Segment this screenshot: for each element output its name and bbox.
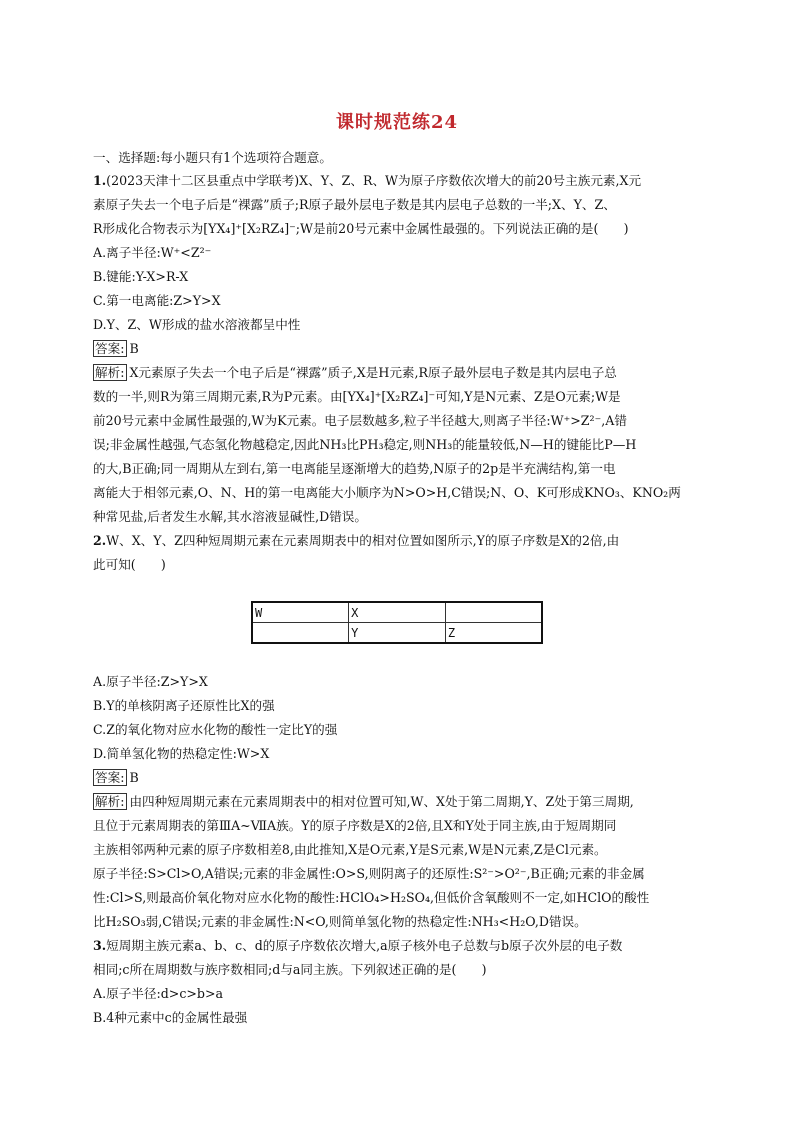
q2-stem-line-2: 此可知( ): [93, 557, 166, 572]
q1-number: 1.: [93, 173, 107, 188]
q1-analysis-text-1: X元素原子失去一个电子后是“裸露”质子,X是H元素,R原子最外层电子数是其内层电子总: [129, 365, 617, 380]
answer-label: 答案:: [93, 769, 127, 786]
q1-stem-line-3: R形成化合物表示为[YX₄]⁺[X₂RZ₄]⁻;W是前20号元素中金属性最强的。下列说法正确的是( ): [93, 221, 629, 236]
periodic-table-excerpt: [251, 601, 543, 644]
q1-analysis-line-7: 种常见盐,后者发生水解,其水溶液显碱性,D错误。: [93, 509, 367, 524]
q3-stem-line-2: 相同;c所在周期数与族序数相同;d与a同主族。下列叙述正确的是( ): [93, 962, 487, 977]
q3-option-a: A.原子半径:d>c>b>a: [93, 986, 224, 1001]
answer-label: 答案:: [93, 340, 127, 357]
q2-analysis-line-3: 主族相邻两种元素的原子序数相差8,由此推知,X是O元素,Y是S元素,W是N元素,Z是Cl元素。: [93, 842, 607, 857]
q1-analysis-line-1: [93, 364, 713, 381]
q2-analysis-line-6: 比H₂SO₃弱,C错误;元素的非金属性:N<O,则简单氢化物的热稳定性:NH₃<H₂O,D错误。: [93, 914, 587, 929]
q1-analysis-line-6: 离能大于相邻元素,O、N、H的第一电离能大小顺序为N>O>H,C错误;N、O、K可形成KNO₃、KNO₂两: [93, 485, 681, 500]
q2-number: 2.: [93, 533, 107, 548]
q2-answer: [93, 769, 713, 786]
q2-analysis-line-5: 性:Cl>S,则最高价氧化物对应水化物的酸性:HClO₄>H₂SO₄,但低价含氧酸则不一定,如HClO的酸性: [93, 890, 650, 905]
table-row: [252, 602, 542, 623]
analysis-label: 解析:: [93, 793, 127, 810]
q1-answer: [93, 340, 713, 357]
q3-stem-line-1: [93, 937, 713, 954]
q1-option-b: B.键能:Y-X>R-X: [93, 269, 189, 284]
q1-option-a: A.离子半径:W⁺<Z²⁻: [93, 245, 212, 260]
q1-analysis-line-2: 数的一半,则R为第三周期元素,R为P元素。由[YX₄]⁺[X₂RZ₄]⁻可知,Y是N元素、Z是O元素;W是: [93, 389, 621, 404]
table-cell: Z: [445, 623, 542, 644]
q1-analysis-line-5: 的大,B正确;同一周期从左到右,第一电离能呈逐渐增大的趋势,N原子的2p是半充满结构,第一电: [93, 461, 616, 476]
q1-option-d: D.Y、Z、W形成的盐水溶液都呈中性: [93, 317, 301, 332]
q1-stem-line-1: [93, 172, 713, 189]
section-heading: 一、选择题:每小题只有1个选项符合题意。: [93, 150, 332, 165]
q1-analysis-line-3: 前20号元素中金属性最强的,W为K元素。电子层数越多,粒子半径越大,则离子半径:W⁺>Z²⁻,A错: [93, 413, 627, 428]
q1-option-c: C.第一电离能:Z>Y>X: [93, 293, 221, 308]
q3-number: 3.: [93, 938, 107, 953]
table-cell: [252, 623, 349, 644]
table-row: [252, 623, 542, 644]
table-cell: [445, 602, 542, 623]
q1-analysis-line-4: 误;非金属性越强,气态氢化物越稳定,因此NH₃比PH₃稳定,则NH₃的能量较低,N—H的键能比P—H: [93, 437, 637, 452]
q2-option-d: D.简单氢化物的热稳定性:W>X: [93, 746, 270, 761]
q3-stem-text-1: 短周期主族元素a、b、c、d的原子序数依次增大,a原子核外电子总数与b原子次外层的电子数: [106, 938, 623, 953]
q2-answer-value: B: [129, 770, 139, 785]
table-cell: X: [349, 602, 446, 623]
page-title: 课时规范练24: [335, 112, 459, 133]
q2-stem-line-1: [93, 532, 713, 549]
table-cell: W: [252, 602, 349, 623]
q3-option-b: B.4种元素中c的金属性最强: [93, 1010, 248, 1025]
table-cell: Y: [349, 623, 446, 644]
q2-option-b: B.Y的单核阴离子还原性比X的强: [93, 698, 275, 713]
q2-option-c: C.Z的氧化物对应水化物的酸性一定比Y的强: [93, 722, 338, 737]
q1-stem-line-2: 素原子失去一个电子后是“裸露”质子;R原子最外层电子数是其内层电子总数的一半;X、Y、Z、: [93, 197, 616, 212]
analysis-label: 解析:: [93, 364, 127, 381]
q2-analysis-line-4: 原子半径:S>Cl>O,A错误;元素的非金属性:O>S,则阴离子的还原性:S²⁻>O²⁻,B正确;元素的非金属: [93, 866, 645, 881]
q1-stem-text-1: (2023天津十二区县重点中学联考)X、Y、Z、R、W为原子序数依次增大的前20号主族元素,X元: [106, 173, 642, 188]
q2-analysis-line-2: 且位于元素周期表的第ⅢA~ⅦA族。Y的原子序数是X的2倍,且X和Y处于同主族,由于短周期同: [93, 818, 617, 833]
q2-analysis-text-1: 由四种短周期元素在元素周期表中的相对位置可知,W、X处于第二周期,Y、Z处于第三周期,: [129, 794, 634, 809]
q2-option-a: A.原子半径:Z>Y>X: [93, 674, 208, 689]
q2-stem-text-1: W、X、Y、Z四种短周期元素在元素周期表中的相对位置如图所示,Y的原子序数是X的2倍,由: [106, 533, 620, 548]
q1-answer-value: B: [129, 341, 139, 356]
q2-analysis-line-1: [93, 793, 713, 810]
